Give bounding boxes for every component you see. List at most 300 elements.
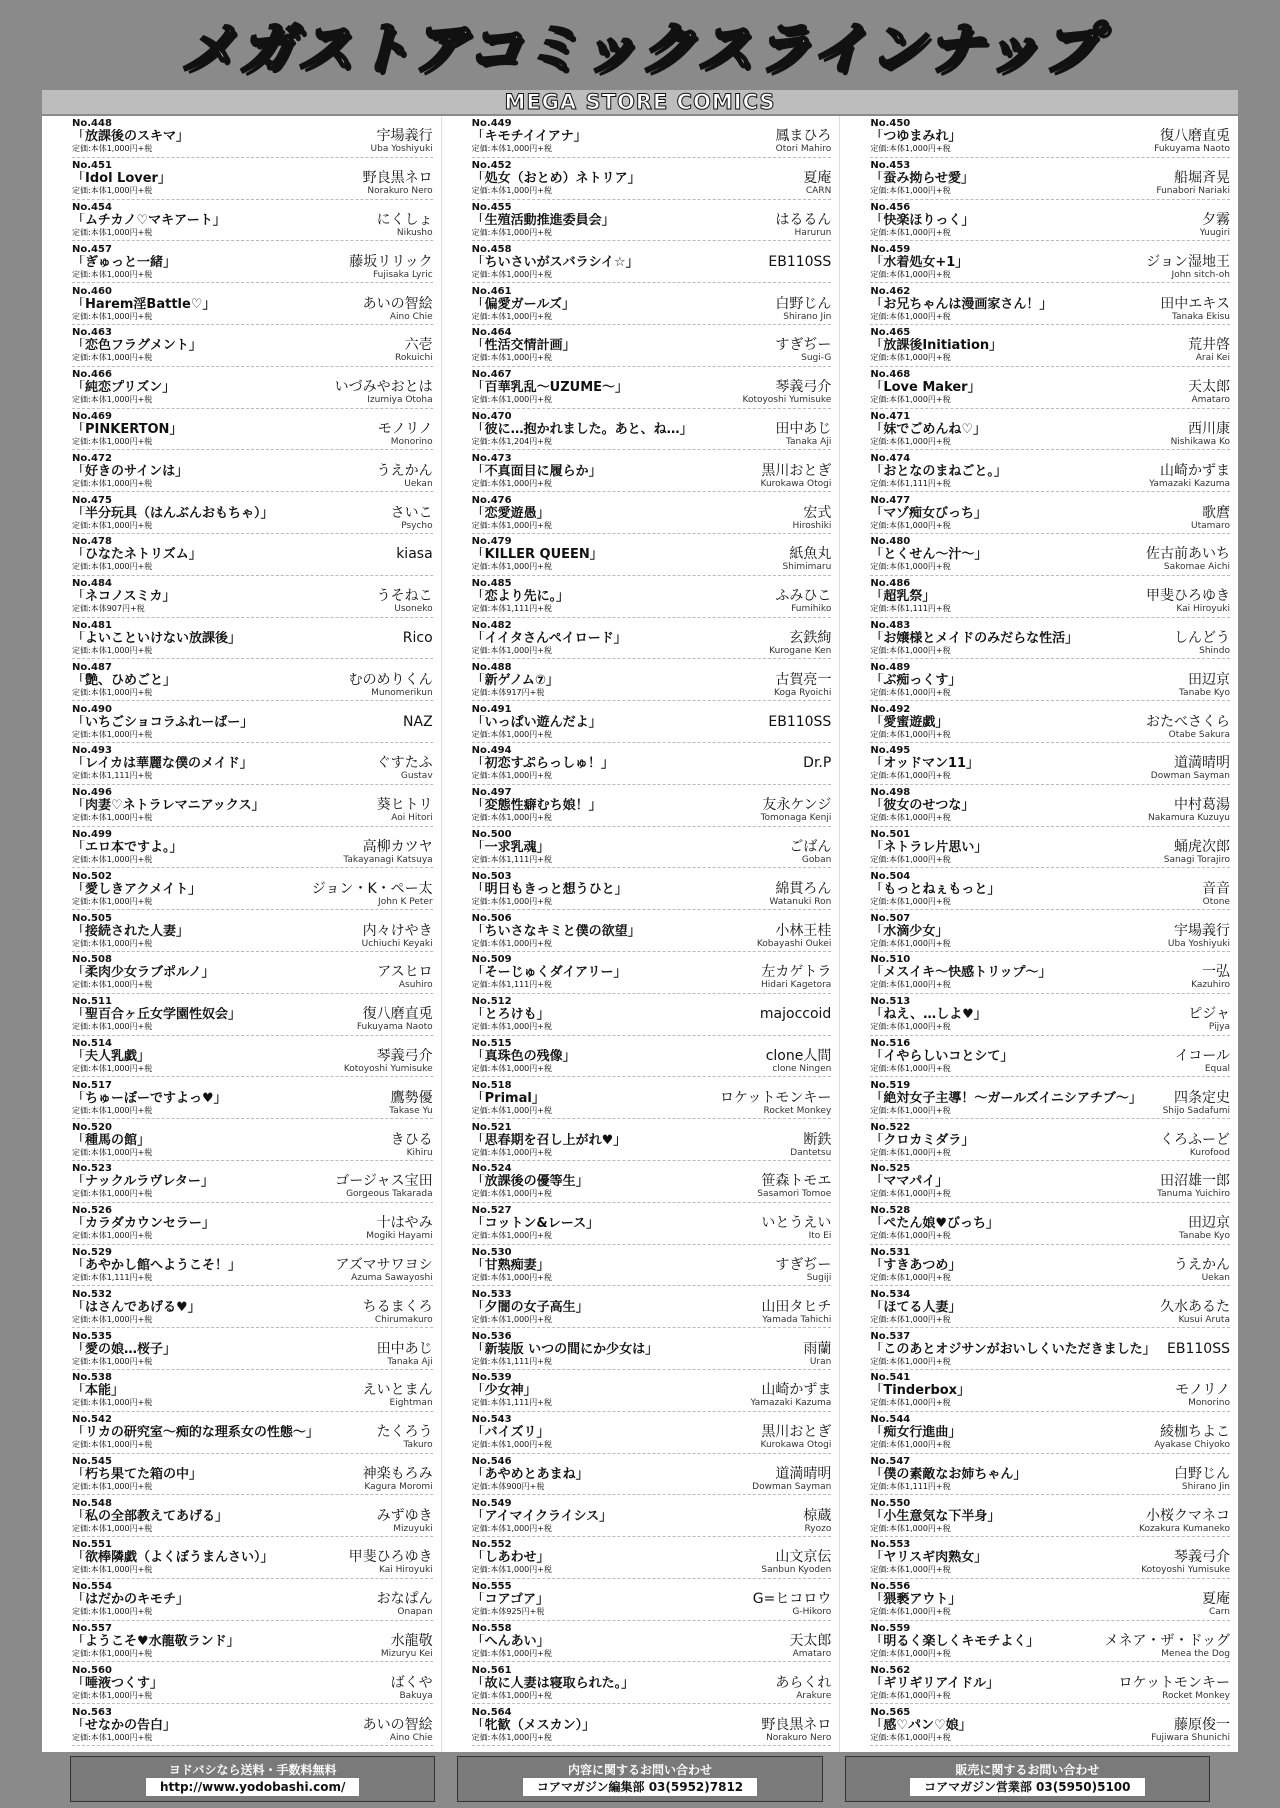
price-row (870, 1189, 1230, 1199)
author-name: メネア・ザ・ドッグ (1104, 1633, 1230, 1650)
issue-number: No.511 (72, 996, 112, 1008)
author-romaji: Kurogane Ken (769, 645, 832, 656)
comic-title: 「Harem淫Battle♡」 (72, 296, 216, 312)
price: 定価:本体1,000円+税 (72, 436, 153, 446)
price-row (472, 1733, 832, 1743)
comic-title: 「ぺたん娘♥びっち」 (870, 1216, 999, 1232)
title-row (870, 1634, 1230, 1649)
comic-title: 「明るく楽しくキモチよく」 (870, 1634, 1040, 1650)
price: 定価:本体1,000円+税 (471, 269, 552, 279)
list-item (870, 116, 1230, 158)
list-item (472, 241, 832, 283)
comic-title: 「イやらしいコとシて」 (870, 1048, 1014, 1064)
issue-number: No.537 (870, 1330, 911, 1342)
price-row (72, 1022, 433, 1032)
price-row (472, 1649, 832, 1659)
author-romaji: Nakamura Kuzuyu (1148, 813, 1230, 824)
author-romaji: Amatarо (792, 1649, 832, 1660)
price-row (472, 1398, 832, 1408)
issue-number: No.482 (471, 619, 512, 631)
price: 定価:本体1,000円+税 (471, 1231, 552, 1241)
list-item (472, 200, 832, 242)
price: 定価:本体1,000円+税 (471, 1189, 552, 1199)
price: 定価:本体1,000円+税 (870, 1272, 951, 1282)
title-row (72, 1592, 433, 1607)
author-name: 高柳カツヤ (362, 838, 433, 855)
list-item (870, 952, 1230, 994)
price-row (870, 1440, 1230, 1450)
list-item (472, 1621, 832, 1663)
issue-number: No.479 (471, 536, 512, 548)
title-row (472, 589, 832, 604)
title-row (72, 965, 433, 980)
title-row (472, 380, 832, 395)
author-romaji: Shindo (1199, 645, 1230, 656)
price: 定価:本体1,000円+税 (471, 813, 552, 823)
title-row (472, 924, 832, 939)
footer-link[interactable]: http://www.yodobashi.com/ (146, 1778, 359, 1796)
price-row (870, 353, 1230, 363)
price: 定価:本体1,000円+税 (870, 353, 951, 363)
author-romaji: Yamazaki Kazuma (750, 1398, 832, 1409)
price: 定価:本体1,111円+税 (72, 771, 153, 781)
price-row (870, 1022, 1230, 1032)
page-title: メガストアコミックスラインナップ (180, 17, 1100, 82)
author-romaji: Kobayashi Oukei (756, 938, 832, 949)
price-row (870, 1649, 1230, 1659)
author-name: EB110SS (768, 713, 832, 730)
issue-number: No.463 (72, 327, 112, 339)
author-name: すぎぢー (775, 337, 832, 354)
issue-number: No.521 (471, 1121, 512, 1133)
author-romaji: Munomerikun (371, 687, 433, 698)
list-item (472, 158, 832, 200)
author-romaji: John sitch-oh (1171, 269, 1230, 280)
comic-title: 「ほてる人妻」 (870, 1299, 962, 1315)
author-name: 復八磨直兎 (1159, 128, 1230, 145)
comic-title: 「コアゴア」 (471, 1592, 550, 1608)
issue-number: No.465 (870, 327, 911, 339)
author-name: にくしょ (376, 211, 433, 228)
author-romaji: Arakure (796, 1690, 832, 1701)
author-romaji: Hidari Kagetora (761, 980, 832, 991)
author-romaji: Uekan (404, 478, 433, 489)
price: 定価:本体1,000円+税 (870, 1356, 951, 1366)
author-name: 琴義弓介 (775, 379, 832, 396)
issue-number: No.492 (870, 703, 911, 715)
title-row (72, 1718, 433, 1733)
title-row (870, 422, 1230, 437)
title-row (72, 297, 433, 312)
list-item (472, 1203, 832, 1245)
issue-number: No.497 (471, 787, 512, 799)
comic-title: 「ちいさいがスバラシイ☆」 (471, 254, 639, 270)
comic-title: 「ヤリスギ肉熟女」 (870, 1550, 988, 1566)
issue-number: No.550 (870, 1497, 911, 1509)
price: 定価:本体1,000円+税 (72, 1607, 153, 1617)
comic-title: 「そーじゅくダイアリー」 (471, 965, 627, 981)
author-name: きひる (390, 1131, 433, 1148)
price: 定価:本体1,000円+税 (72, 854, 153, 864)
title-row (870, 673, 1230, 688)
title-row (72, 882, 433, 897)
author-name: モノリノ (1175, 1382, 1230, 1399)
comic-title: 「リカの研究室～痴的な理系女の性態～」 (72, 1425, 319, 1441)
title-row (870, 589, 1230, 604)
title-row (72, 1383, 433, 1398)
list-item (72, 743, 433, 785)
author-romaji: Utamaro (1191, 520, 1230, 531)
author-romaji: Goban (801, 854, 832, 865)
list-item (72, 659, 433, 701)
price-row (72, 1064, 433, 1074)
comic-title: 「カラダカウンセラー」 (72, 1216, 215, 1232)
price-row (472, 1357, 832, 1367)
list-item (472, 827, 832, 869)
comic-title: 「純恋プリズン」 (72, 380, 176, 396)
author-romaji: Funabori Nariaki (1156, 186, 1230, 197)
issue-number: No.545 (72, 1455, 112, 1467)
issue-number: No.535 (72, 1330, 112, 1342)
title-row (870, 1258, 1230, 1273)
title-row (870, 840, 1230, 855)
comic-title: 「牝歓（メスカン）」 (471, 1717, 596, 1733)
title-row (72, 1049, 433, 1064)
title-row (870, 756, 1230, 771)
issue-number: No.466 (72, 369, 112, 381)
author-romaji: Eightman (389, 1398, 433, 1409)
author-romaji: Dowman Sayman (752, 1481, 832, 1492)
author-name: うそねこ (376, 588, 433, 605)
issue-number: No.526 (72, 1205, 112, 1217)
author-name: しんどう (1173, 629, 1230, 646)
title-row (72, 547, 433, 562)
list-item (472, 325, 832, 367)
price-row (472, 1482, 832, 1492)
title-row (72, 673, 433, 688)
author-romaji: Psycho (401, 520, 433, 531)
price-row (870, 1482, 1230, 1492)
price-row (870, 1273, 1230, 1283)
comic-title: 「接続された人妻」 (72, 923, 190, 939)
author-romaji: Sugiji (806, 1272, 832, 1283)
price: 定価:本体1,000円+税 (870, 729, 951, 739)
price: 定価:本体1,000円+税 (870, 687, 951, 697)
author-name: ふみひこ (775, 588, 832, 605)
comic-title: 「小生意気な下半身」 (870, 1508, 1001, 1524)
author-romaji: Kazuhiro (1191, 980, 1230, 991)
title-row (472, 756, 832, 771)
price: 定価:本体917円+税 (471, 687, 545, 697)
list-item (870, 1412, 1230, 1454)
author-name: みずゆき (376, 1507, 433, 1524)
author-romaji: Dantetsu (790, 1147, 832, 1158)
author-name: 蛹虎次郎 (1173, 838, 1230, 855)
price-row (472, 353, 832, 363)
author-romaji: Fujiwara Shunichi (1151, 1732, 1230, 1743)
comic-title: 「快楽ほりっく」 (870, 212, 975, 228)
footer-yodobashi (70, 1756, 435, 1802)
price-row (472, 1315, 832, 1325)
price: 定価:本体1,000円+税 (870, 1690, 951, 1700)
price: 定価:本体1,000円+税 (72, 520, 153, 530)
price-row (72, 1148, 433, 1158)
price-row (472, 1273, 832, 1283)
price: 定価:本体1,000円+税 (72, 395, 153, 405)
price-row (870, 1357, 1230, 1367)
footer-phone: コアマガジン編集部 03(5952)7812 (523, 1778, 757, 1796)
author-name: clone人間 (765, 1047, 832, 1064)
list-item (72, 1704, 433, 1746)
comic-title: 「本能」 (72, 1383, 125, 1399)
comic-title: 「いちごショコラふれーばー」 (72, 714, 254, 730)
issue-number: No.542 (72, 1414, 112, 1426)
title-row (472, 631, 832, 646)
list-item (870, 1537, 1230, 1579)
comic-title: 「ナックルラヴレター」 (72, 1174, 214, 1190)
author-name: 六壱 (404, 337, 433, 354)
price: 定価:本体1,000円+税 (870, 1147, 951, 1157)
comic-title: 「水滴少女」 (870, 923, 949, 939)
issue-number: No.476 (471, 494, 512, 506)
price-row (72, 562, 433, 572)
author-name: 佐古前あいち (1145, 546, 1230, 563)
price-row (870, 1148, 1230, 1158)
comic-title: 「ネトラレ片思い」 (870, 839, 988, 855)
author-romaji: Usoneko (394, 604, 433, 615)
title-row (472, 338, 832, 353)
title-row (72, 1509, 433, 1524)
list-item (472, 618, 832, 660)
title-area (0, 0, 1280, 90)
price-row (72, 646, 433, 656)
price-row (870, 939, 1230, 949)
comic-title: 「痴女行進曲」 (870, 1425, 962, 1441)
author-name: 夏庵 (1201, 1591, 1230, 1608)
comic-title: 「とろけも」 (471, 1007, 550, 1023)
price-row (472, 228, 832, 238)
list-item (72, 1621, 433, 1663)
title-row (472, 255, 832, 270)
author-name: うえかん (376, 462, 433, 479)
list-item (72, 1412, 433, 1454)
author-name: 船堀斉晃 (1173, 170, 1230, 187)
price: 定価:本体1,000円+税 (72, 1314, 153, 1324)
title-row (870, 1509, 1230, 1524)
author-name: 葵ヒトリ (376, 797, 433, 814)
price: 定価:本体1,111円+税 (870, 1481, 951, 1491)
comic-title: 「ぎゅっと一緒」 (72, 254, 177, 270)
author-name: 宇場義行 (1173, 922, 1230, 939)
author-romaji: Onapan (397, 1607, 433, 1618)
title-row (870, 506, 1230, 521)
author-romaji: Azuma Sawayoshi (351, 1272, 433, 1283)
list-item (870, 492, 1230, 534)
price: 定価:本体1,000円+税 (471, 729, 552, 739)
list-item (72, 450, 433, 492)
price-row (72, 437, 433, 447)
comic-title: 「ネコノスミカ」 (72, 589, 176, 605)
issue-number: No.552 (471, 1539, 512, 1551)
issue-number: No.477 (870, 494, 911, 506)
issue-number: No.504 (870, 870, 911, 882)
price: 定価:本体1,000円+税 (870, 1189, 951, 1199)
author-name: 天太郎 (789, 1633, 832, 1650)
author-name: EB110SS (1167, 1340, 1230, 1357)
price-row (870, 980, 1230, 990)
issue-number: No.502 (72, 870, 112, 882)
author-romaji: Carn (1208, 1607, 1230, 1618)
issue-number: No.472 (72, 452, 112, 464)
price: 定価:本体1,000円+税 (72, 1565, 153, 1575)
author-name: 笹森トモエ (761, 1173, 832, 1190)
price-row (870, 1733, 1230, 1743)
list-item (72, 1286, 433, 1328)
author-romaji: clone Ningen (772, 1063, 832, 1074)
title-row (870, 1550, 1230, 1565)
author-romaji: Izumiya Otoha (367, 395, 433, 406)
issue-number: No.485 (471, 578, 512, 590)
author-romaji: Aino Chie (389, 311, 433, 322)
list-item (72, 1203, 433, 1245)
title-row (870, 1592, 1230, 1607)
comic-title: 「柔肉少女ラブポルノ」 (72, 965, 215, 981)
author-romaji: Kozakura Kumaneko (1138, 1523, 1230, 1534)
list-item (870, 534, 1230, 576)
author-name: モノリノ (377, 420, 433, 437)
price-row (72, 479, 433, 489)
issue-number: No.483 (870, 619, 911, 631)
list-item (472, 1286, 832, 1328)
title-row (72, 1550, 433, 1565)
author-romaji: Fumihiko (791, 604, 832, 615)
comic-title: 「おとなのまねごと。」 (870, 463, 1007, 479)
author-name: あいの智絵 (362, 1716, 433, 1733)
price: 定価:本体1,000円+税 (72, 478, 153, 488)
price: 定価:本体1,000円+税 (72, 938, 153, 948)
price: 定価:本体1,000円+税 (471, 1732, 552, 1742)
author-romaji: Watanuki Ron (769, 896, 832, 907)
price-row (72, 771, 433, 781)
price-row (72, 1398, 433, 1408)
price: 定価:本体1,000円+税 (72, 1440, 153, 1450)
author-name: 天太郎 (1187, 379, 1230, 396)
title-row (472, 1007, 832, 1022)
title-row (472, 213, 832, 228)
author-romaji: Equal (1204, 1063, 1230, 1074)
list-item (72, 1662, 433, 1704)
price-row (472, 646, 832, 656)
list-item (472, 1537, 832, 1579)
issue-number: No.554 (72, 1581, 112, 1593)
price-row (472, 1524, 832, 1534)
issue-number: No.557 (72, 1623, 112, 1635)
price-row (870, 437, 1230, 447)
author-romaji: Yamazaki Kazuma (1149, 478, 1230, 489)
title-row (72, 924, 433, 939)
comic-title: 「Love Maker」 (870, 380, 981, 396)
price-row (472, 144, 832, 154)
list-item (72, 534, 433, 576)
author-romaji: Takuro (403, 1440, 433, 1451)
price: 定価:本体1,000円+税 (870, 854, 951, 864)
issue-number: No.469 (72, 410, 112, 422)
title-row (72, 1133, 433, 1148)
issue-number: No.454 (72, 201, 112, 213)
issue-number: No.529 (72, 1246, 112, 1258)
comic-title: 「ちゅーぼーですよっ♥」 (72, 1090, 227, 1106)
price-row (72, 144, 433, 154)
price-row (72, 1565, 433, 1575)
title-row (72, 756, 433, 771)
author-name: さいこ (390, 504, 433, 521)
price: 定価:本体1,000円+税 (471, 478, 552, 488)
author-romaji: Aoi Hitori (391, 813, 433, 824)
comic-title: 「マゾ痴女びっち」 (870, 505, 987, 521)
title-row (870, 1007, 1230, 1022)
title-row (870, 798, 1230, 813)
author-romaji: Norakuro Nero (367, 186, 433, 197)
comic-title: 「愛しきアクメイト」 (72, 881, 202, 897)
author-romaji: Uchiuchi Keyaki (361, 938, 433, 949)
list-item (472, 1495, 832, 1537)
list-item (870, 785, 1230, 827)
author-romaji: Takase Yu (389, 1105, 433, 1116)
comic-title: 「性活交情計画」 (471, 338, 576, 354)
issue-number: No.462 (870, 285, 911, 297)
comic-title: 「バイズリ」 (471, 1425, 550, 1441)
title-row (870, 338, 1230, 353)
title-row (72, 631, 433, 646)
comic-title: 「私の全部教えてあげる」 (72, 1508, 229, 1524)
title-row (72, 464, 433, 479)
list-item (870, 200, 1230, 242)
comic-title: 「彼女のせつな」 (870, 798, 975, 814)
author-romaji: Uekan (1201, 1272, 1230, 1283)
title-row (870, 1216, 1230, 1231)
issue-number: No.544 (870, 1414, 911, 1426)
list-item (472, 450, 832, 492)
issue-number: No.484 (72, 578, 112, 590)
list-item (472, 283, 832, 325)
price-row (472, 1148, 832, 1158)
price: 定価:本体925円+税 (471, 1607, 545, 1617)
author-romaji: Amataro (1191, 395, 1230, 406)
comic-title: 「ママパイ」 (870, 1174, 949, 1190)
title-row (472, 464, 832, 479)
issue-number: No.475 (72, 494, 112, 506)
price: 定価:本体1,000円+税 (870, 186, 951, 196)
author-romaji: Gorgeous Takarada (346, 1189, 433, 1200)
author-name: Rico (402, 629, 433, 646)
author-name: あいの智絵 (362, 295, 433, 312)
list-item (870, 618, 1230, 660)
issue-number: No.501 (870, 828, 911, 840)
author-name: ぐすたふ (376, 755, 433, 772)
price: 定価:本体1,000円+税 (870, 311, 951, 321)
price: 定価:本体1,000円+税 (870, 645, 951, 655)
price-row (472, 562, 832, 572)
comic-title: 「絶対女子主導！～ガールズイニシアチブ～」 (870, 1090, 1142, 1106)
title-row (870, 213, 1230, 228)
price: 定価:本体1,000円+税 (72, 1147, 153, 1157)
author-romaji: Sanbun Kyoden (761, 1565, 832, 1576)
price: 定価:本体1,000円+税 (870, 771, 951, 781)
author-name: 田中エキス (1160, 295, 1230, 312)
author-romaji: Yuugiri (1199, 227, 1230, 238)
price: 定価:本体1,111円+税 (471, 854, 552, 864)
price-row (72, 1189, 433, 1199)
